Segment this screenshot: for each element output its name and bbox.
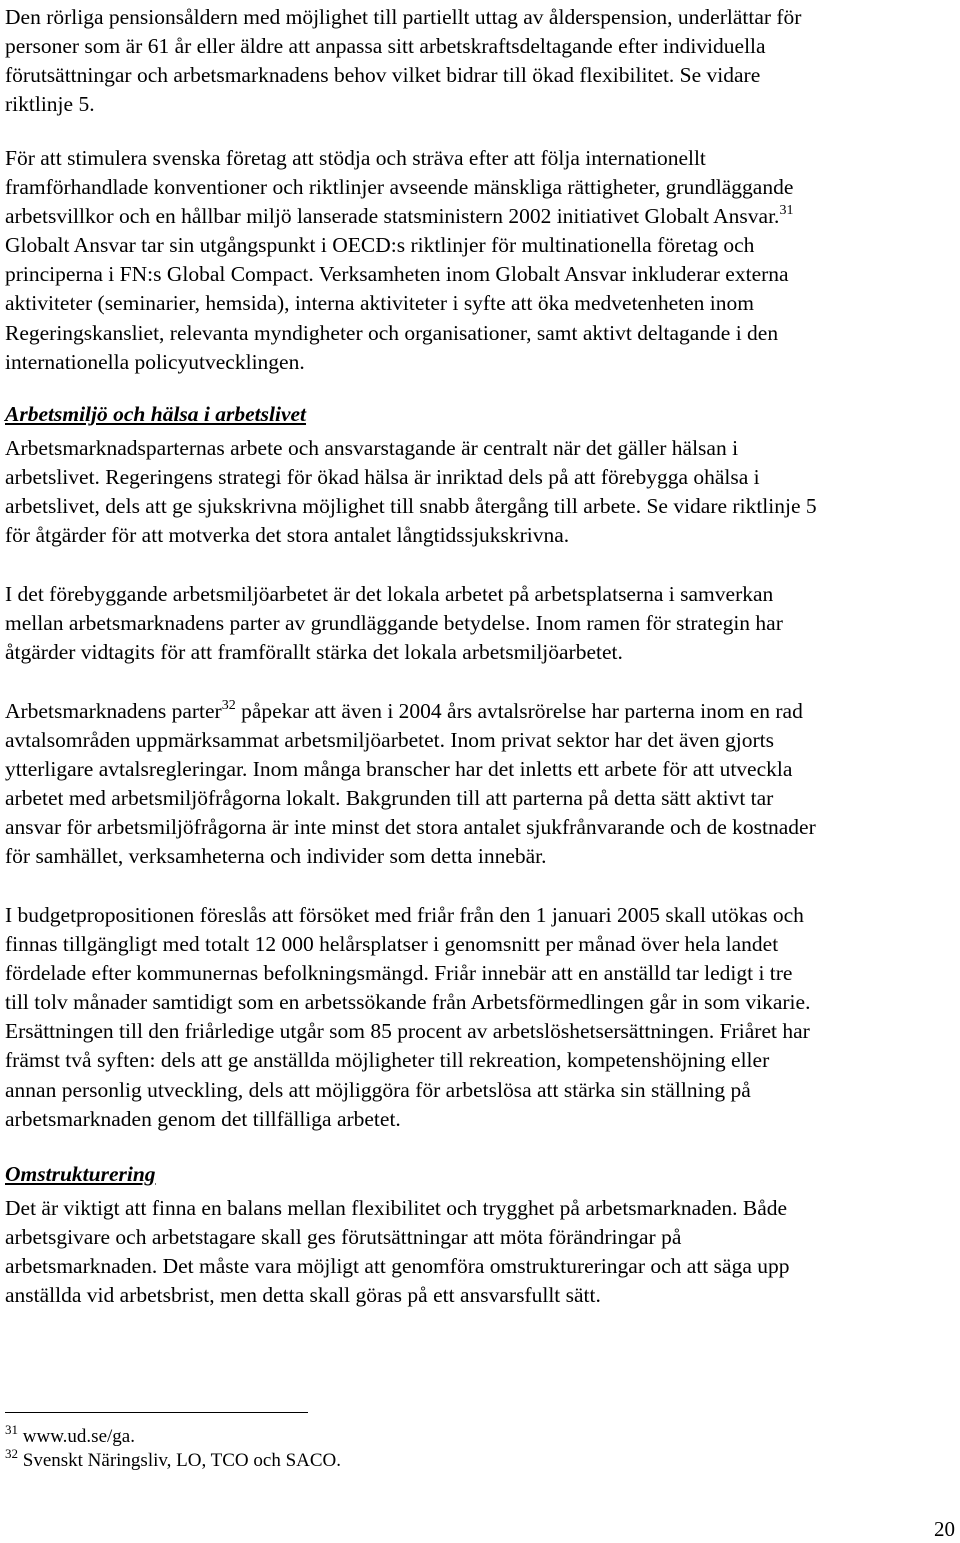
text-line: Regeringskansliet, relevanta myndigheter och organisationer, samt aktivt deltagande i den	[5, 320, 779, 345]
footnote-text: Svenskt Näringsliv, LO, TCO och SACO.	[18, 1450, 341, 1471]
text-line: principerna i FN:s Global Compact. Verksamheten inom Globalt Ansvar inkluderar externa	[5, 262, 789, 287]
section-heading-omstrukturering: Omstrukturering	[5, 1162, 156, 1186]
text-line: arbetsmarknaden. Det måste vara möjligt att genomföra omstruktureringar och att säga upp	[5, 1254, 790, 1279]
text-line	[5, 202, 793, 231]
text-line: förutsättningar och arbetsmarknadens behov vilket bidrar till ökad flexibilitet. Se vidare	[5, 63, 761, 88]
footnote-32	[5, 1446, 341, 1473]
text-fragment: Arbetsmarknadens parter	[5, 699, 222, 723]
text-line: åtgärder vidtagits för att framförallt stärka det lokala arbetsmiljöarbetet.	[5, 640, 623, 665]
text-line: annan personlig utveckling, dels att möjliggöra för arbetslösa att stärka sin ställning på	[5, 1077, 751, 1102]
paragraph-omstrukturering	[5, 1194, 790, 1310]
text-line: riktlinje 5.	[5, 92, 95, 117]
paragraph-globalt-ansvar	[5, 144, 793, 377]
text-line: avtalsområden uppmärksammat arbetsmiljöarbetet. Inom privat sektor har det även gjorts	[5, 728, 774, 753]
footnote-text: www.ud.se/ga.	[18, 1426, 135, 1447]
text-line: mellan arbetsmarknadens parter av grundläggande betydelse. Inom ramen för strategin har	[5, 611, 783, 636]
text-line: främst två syften: dels att ge anställda möjligheter till rekreation, kompetenshöjning eller	[5, 1048, 770, 1073]
paragraph-forebyggande	[5, 580, 783, 667]
text-line: fördelade efter kommunernas befolkningsmängd. Friår innebär att en anställd tar ledigt i tre	[5, 961, 793, 986]
footnote-divider	[5, 1412, 308, 1413]
text-line: arbetsmarknaden genom det tillfälliga arbetet.	[5, 1106, 401, 1131]
text-line	[5, 697, 816, 726]
text-fragment: påpekar att även i 2004 års avtalsrörelse har parterna inom en rad	[235, 699, 803, 723]
footnote-number: 32	[5, 1446, 18, 1461]
text-line: För att stimulera svenska företag att stödja och sträva efter att följa internationellt	[5, 146, 706, 170]
text-line: anställda vid arbetsbrist, men detta skall göras på ett ansvarsfullt sätt.	[5, 1283, 601, 1308]
text-line: ansvar för arbetsmiljöfrågorna är inte minst det stora antalet sjukfrånvarande och de kostnader	[5, 815, 816, 840]
footnote-ref-31: 31	[779, 203, 794, 219]
paragraph-friar	[5, 901, 810, 1134]
text-line: arbetslivet. Regeringens strategi för ökad hälsa är inriktad dels på att förebygga ohälsa i	[5, 465, 760, 490]
text-line: Globalt Ansvar tar sin utgångspunkt i OECD:s riktlinjer för multinationella företag och	[5, 233, 755, 258]
footnote-31	[5, 1422, 135, 1449]
paragraph-halsa	[5, 434, 817, 550]
footnote-ref-32: 32	[221, 698, 236, 713]
text-line: arbetsgivare och arbetstagare skall ges förutsättningar att möta förändringar på	[5, 1225, 682, 1250]
text-line: aktiviteter (seminarier, hemsida), interna aktiviteter i syfte att öka medvetenheten inom	[5, 291, 754, 316]
section-heading-arbetsmiljo: Arbetsmiljö och hälsa i arbetslivet	[5, 402, 307, 426]
text-line: internationella policyutvecklingen.	[5, 349, 305, 374]
text-line: Ersättningen till den friårledige utgår som 85 procent av arbetslöshetsersättningen. Friåret har	[5, 1019, 810, 1044]
text-line: till tolv månader samtidigt som en arbetssökande från Arbetsförmedlingen går in som vikarie.	[5, 990, 811, 1015]
text-line: för åtgärder för att motverka det stora antalet långtidssjukskrivna.	[5, 523, 570, 548]
text-fragment: arbetsvillkor och en hållbar miljö lanserade statsministern 2002 initiativet Globalt Ansvar.	[5, 204, 780, 229]
text-line: ytterligare avtalsregleringar. Inom många branscher har det inletts ett arbete för att utveckla	[5, 757, 793, 782]
page-number: 20	[934, 1517, 955, 1541]
text-line: I budgetpropositionen föreslås att försöket med friår från den 1 januari 2005 skall utökas och	[5, 903, 804, 927]
text-line: Det är viktigt att finna en balans mellan flexibilitet och trygghet på arbetsmarknaden. Både	[5, 1196, 788, 1220]
text-line: arbetet med arbetsmiljöfrågorna lokalt. Bakgrunden till att parterna på detta sätt aktivt tar	[5, 786, 774, 811]
paragraph-arbetsmarknadens-parter	[5, 697, 816, 872]
text-line: personer som är 61 år eller äldre att anpassa sitt arbetskraftsdeltagande efter individuella	[5, 34, 766, 59]
paragraph-pensionsalder	[5, 3, 801, 119]
text-line: Den rörliga pensionsåldern med möjlighet till partiellt uttag av ålderspension, underlättar för	[5, 5, 802, 29]
text-line: I det förebyggande arbetsmiljöarbetet är det lokala arbetet på arbetsplatserna i samverkan	[5, 582, 774, 606]
text-line: Arbetsmarknadsparternas arbete och ansvarstagande är centralt när det gäller hälsan i	[5, 436, 739, 460]
text-line: framförhandlade konventioner och riktlinjer avseende mänskliga rättigheter, grundläggande	[5, 175, 794, 200]
text-line: finnas tillgängligt med totalt 12 000 helårsplatser i genomsnitt per månad över hela landet	[5, 932, 779, 957]
footnote-number: 31	[5, 1422, 18, 1437]
text-line: för samhället, verksamheterna och individer som detta innebär.	[5, 844, 547, 869]
text-line: arbetslivet, dels att ge sjukskrivna möjlighet till snabb återgång till arbete. Se vidare riktlinje 5	[5, 494, 817, 519]
